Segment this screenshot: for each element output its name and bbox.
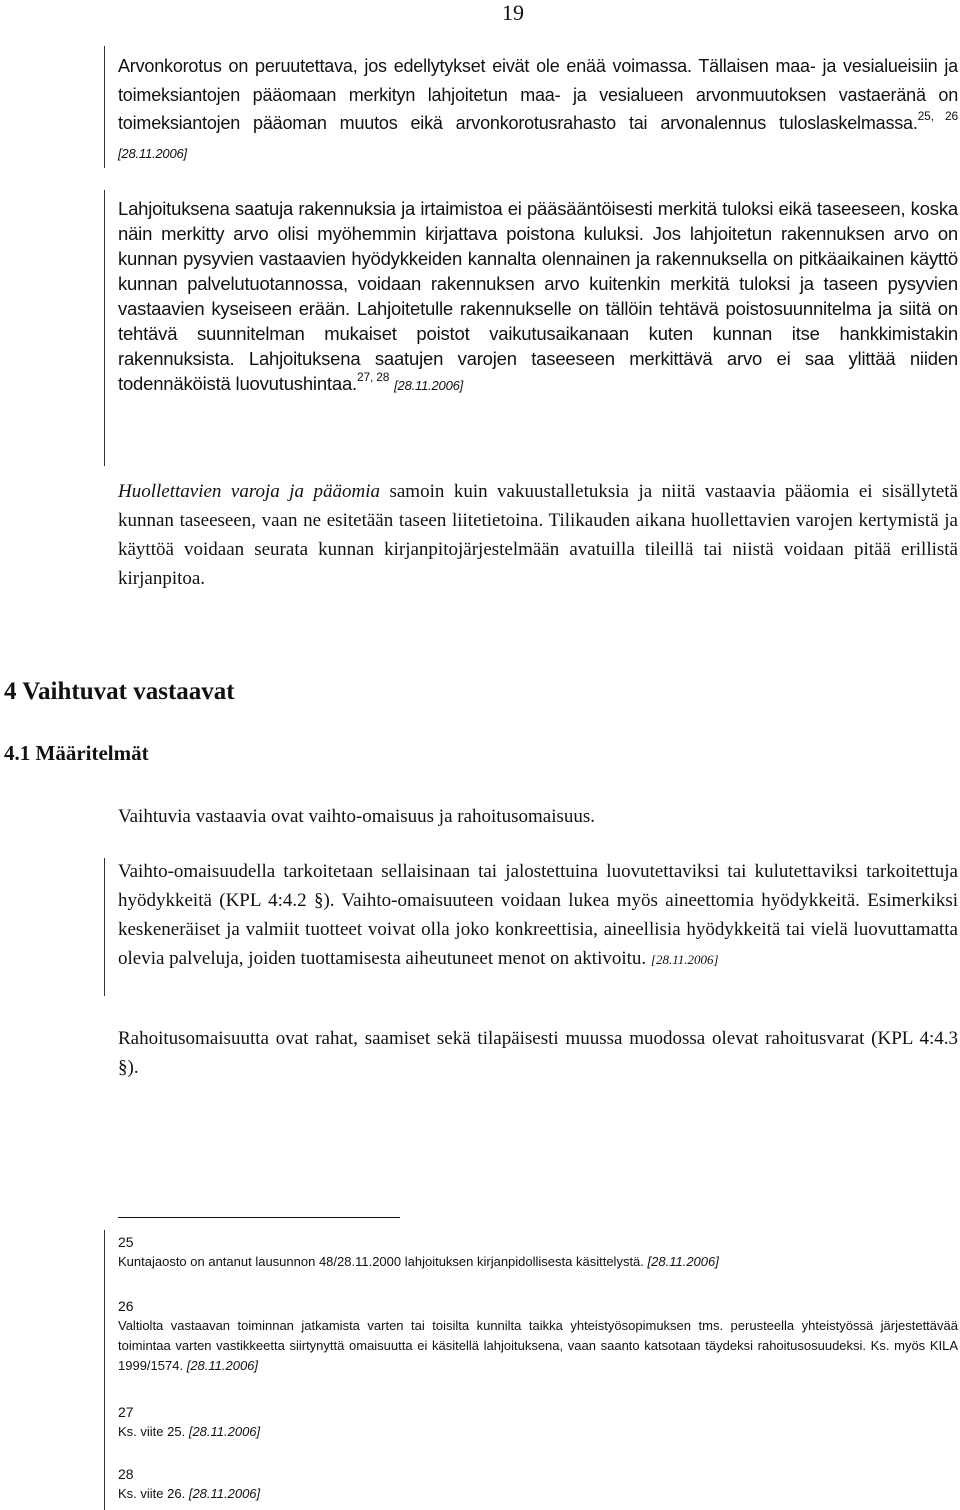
paragraph-5	[118, 857, 958, 974]
paragraph-3	[118, 477, 958, 593]
paragraph-6	[118, 1024, 958, 1082]
footnote-text: Ks. viite 25.	[118, 1424, 186, 1439]
date-ref: [28.11.2006]	[188, 1424, 261, 1439]
subsection-heading: 4.1 Määritelmät	[4, 741, 149, 765]
footnote-number: 28	[118, 1466, 134, 1482]
footnote-27	[118, 1402, 958, 1442]
change-bar	[104, 1230, 105, 1510]
paragraph-text: Arvonkorotus on peruutettava, jos edellytykset eivät ole enää voimassa. Tällaisen maa- ja vesialueisiin ja toimeksiantojen pääomaan merkityn lahjoitetun maa- ja vesialueen arvonmuutoksen vastaeränä on toimeksiantojen pääoman muutos eikä arvonkorotusrahasto tai arvonalennus tuloslaskelmassa.	[118, 56, 958, 133]
paragraph-2	[118, 196, 958, 398]
footnote-26	[118, 1296, 958, 1376]
date-ref: [28.11.2006]	[647, 1254, 719, 1269]
footnote-text: Ks. viite 26.	[118, 1486, 186, 1501]
footnote-number: 25	[118, 1234, 134, 1250]
date-ref: [28.11.2006]	[650, 952, 719, 967]
footnote-28	[118, 1464, 958, 1504]
italic-lead: Huollettavien varoja ja pääomia	[118, 481, 380, 502]
page-number: 19	[502, 0, 524, 25]
footnote-text: Kuntajaosto on antanut lausunnon 48/28.11.2000 lahjoituksen kirjanpidollisesta käsittelystä.	[118, 1254, 644, 1269]
date-ref: [28.11.2006]	[118, 145, 187, 161]
footnote-number: 27	[118, 1404, 134, 1420]
section-heading: 4 Vaihtuvat vastaavat	[4, 678, 235, 705]
footnote-text: Valtiolta vastaavan toiminnan jatkamista varten tai toisilta kunnilta taikka yhteistyösopimuksen tms. perusteella yhteistyössä järjestettävää toimintaa varten vastikkeetta siirtynyttä omaisuutta ei käsitellä lahjoituksena, vaan saanto katsotaan täydeksi rahoitusosuudeksi. Ks. myös KILA 1999/1574.	[118, 1318, 958, 1373]
footnote-rule	[118, 1217, 400, 1218]
footnote-ref: 27, 28	[357, 370, 390, 384]
paragraph-text: samoin kuin vakuustalletuksia ja niitä vastaavia pääomia ei sisällytetä kunnan taseeseen, vaan ne esitetään taseen liitetietoina. Tilikauden aikana huollettavien varojen kertymistä ja käyttöä voidaan seurata kunnan kirjanpitojärjestelmään avatuilla tileillä tai niistä voidaan pitää erillistä kirjanpitoa.	[118, 481, 958, 589]
paragraph-1	[118, 52, 958, 168]
footnote-ref: 25, 26	[917, 109, 958, 123]
paragraph-text: Vaihto-omaisuudella tarkoitetaan sellaisinaan tai jalostettuina luovutettaviksi tai kulutettaviksi tarkoitettuja hyödykkeitä (KPL 4:4.2 §). Vaihto-omaisuuteen voidaan lukea myös aineettomia hyödykkeitä. Esimerkiksi keskeneräiset ja valmiit tuotteet voivat olla joko konkreettisia, aineellisia hyödykkeitä tai vielä luovuttamatta olevia palveluja, joiden tuottamisesta aiheutuneet menot on aktivoitu.	[118, 861, 958, 969]
date-ref: [28.11.2006]	[188, 1486, 261, 1501]
date-ref: [28.11.2006]	[394, 378, 464, 393]
change-bar	[104, 46, 105, 168]
footnote-25	[118, 1232, 958, 1272]
paragraph-4	[118, 802, 958, 831]
paragraph-text: Rahoitusomaisuutta ovat rahat, saamiset sekä tilapäisesti muussa muodossa olevat rahoitusvarat (KPL 4:4.3 §).	[118, 1028, 958, 1078]
paragraph-text: Lahjoituksena saatuja rakennuksia ja irtaimistoa ei pääsääntöisesti merkitä tuloksi eikä taseeseen, koska näin merkitty arvo olisi myöhemmin kirjattava poistona kuluksi. Jos lahjoitetun rakennuksen arvo on kunnan pysyvien vastaavien hyödykkeiden kannalta olennainen ja rakennuksella on pitkäaikainen käyttö kunnan palvelutuotannossa, voidaan rakennuksen arvo kuitenkin merkitä tuloksi ja taseen pysyvien vastaavien kyseiseen erään. Lahjoitetulle rakennukselle on tällöin tehtävä poistosuunnitelma ja siitä on tehtävä suunnitelman mukaiset poistot vaikutusaikanaan kuten kunnan itse hankkimistakin rakennuksista. Lahjoituksena saatujen varojen taseeseen merkittävä arvo ei saa ylittää niiden todennäköistä luovutushintaa.	[118, 198, 958, 394]
date-ref: [28.11.2006]	[186, 1358, 259, 1373]
change-bar	[104, 190, 105, 466]
footnote-number: 26	[118, 1298, 134, 1314]
paragraph-text: Vaihtuvia vastaavia ovat vaihto-omaisuus ja rahoitusomaisuus.	[118, 806, 596, 827]
change-bar	[104, 858, 105, 996]
